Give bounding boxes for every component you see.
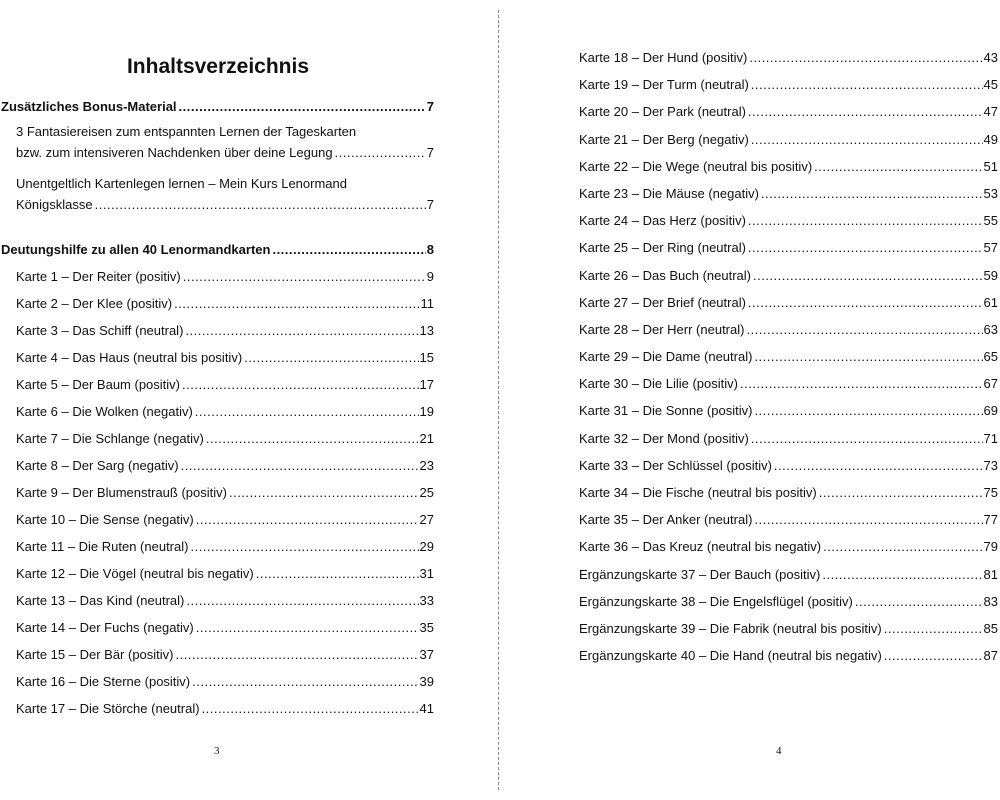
dot-leader bbox=[749, 49, 982, 66]
toc-page-number: 79 bbox=[983, 539, 998, 555]
dot-leader bbox=[186, 592, 418, 609]
toc-entry-karte-33[interactable] bbox=[579, 457, 998, 474]
dot-leader bbox=[754, 348, 982, 365]
dot-leader bbox=[190, 538, 418, 555]
toc-page-number: 87 bbox=[983, 648, 998, 664]
dot-leader bbox=[822, 566, 982, 583]
toc-entry-karte-15[interactable] bbox=[1, 646, 434, 663]
toc-entry-text: Karte 17 – Die Störche (neutral) bbox=[16, 701, 200, 716]
toc-heading-deutungshilfe[interactable] bbox=[1, 241, 434, 258]
toc-entry-karte-17[interactable] bbox=[1, 700, 434, 717]
toc-entry-karte-31[interactable] bbox=[579, 402, 998, 419]
toc-entry-text: Karte 21 – Der Berg (negativ) bbox=[579, 131, 749, 147]
toc-entry-karte-12[interactable] bbox=[1, 565, 434, 582]
toc-list-right bbox=[579, 49, 998, 674]
dot-leader bbox=[195, 403, 419, 420]
toc-page-number: 35 bbox=[419, 620, 434, 635]
dot-leader bbox=[751, 430, 983, 447]
toc-entry-text: Karte 24 – Das Herz (positiv) bbox=[579, 213, 746, 229]
toc-entry-text: Karte 26 – Das Buch (neutral) bbox=[579, 267, 751, 283]
toc-entry-text: Karte 27 – Der Brief (neutral) bbox=[579, 294, 746, 310]
toc-entry-text: Karte 16 – Die Sterne (positiv) bbox=[16, 674, 191, 689]
dot-leader bbox=[202, 700, 419, 717]
toc-entry-text: Karte 2 – Der Klee (positiv) bbox=[16, 296, 173, 311]
dot-leader bbox=[196, 619, 419, 636]
toc-page-number: 43 bbox=[983, 50, 998, 65]
dot-leader bbox=[884, 647, 983, 664]
toc-entry-text: Deutungshilfe zu allen 40 Lenormandkarten bbox=[1, 242, 271, 257]
page-divider bbox=[498, 10, 499, 790]
toc-page-number: 25 bbox=[419, 485, 434, 500]
toc-entry-karte-23[interactable] bbox=[579, 185, 998, 202]
toc-entry-karte-14[interactable] bbox=[1, 619, 434, 636]
toc-entry-text: Karte 34 – Die Fische (neutral bis positiv) bbox=[579, 485, 817, 500]
toc-entry-text: Karte 6 – Die Wolken (negativ) bbox=[16, 404, 193, 419]
toc-entry-text: Ergänzungskarte 39 – Die Fabrik (neutral bis positiv) bbox=[579, 620, 882, 636]
toc-entry-karte-10[interactable] bbox=[1, 511, 434, 528]
toc-entry-karte-7[interactable] bbox=[1, 430, 434, 447]
dot-leader bbox=[244, 349, 418, 366]
toc-entry-karte-25[interactable] bbox=[579, 239, 998, 256]
toc-page-number: 51 bbox=[983, 158, 998, 174]
toc-entry-karte-13[interactable] bbox=[1, 592, 434, 609]
toc-entry-text: Karte 28 – Der Herr (neutral) bbox=[579, 321, 745, 337]
toc-entry-karte-26[interactable] bbox=[579, 267, 998, 284]
left-page bbox=[0, 0, 499, 800]
dot-leader bbox=[753, 267, 983, 284]
toc-entry-karte-16[interactable] bbox=[1, 673, 434, 690]
toc-entry-karte-21[interactable] bbox=[579, 131, 998, 148]
toc-page-number: 39 bbox=[419, 674, 434, 689]
toc-entry-text-line1: Unentgeltlich Kartenlegen lernen – Mein Kurs Lenormand bbox=[16, 176, 347, 191]
toc-entry-text: Karte 20 – Der Park (neutral) bbox=[579, 104, 746, 120]
toc-entry-karte-40[interactable] bbox=[579, 647, 998, 664]
toc-page-number: 85 bbox=[983, 620, 998, 636]
page-number-footer: 3 bbox=[214, 745, 220, 757]
toc-entry-text: Karte 30 – Die Lilie (positiv) bbox=[579, 376, 738, 392]
toc-page-number: 55 bbox=[983, 213, 998, 229]
toc-page-number: 31 bbox=[419, 566, 434, 581]
toc-page-number: 23 bbox=[419, 458, 434, 473]
toc-entry-last-line bbox=[16, 142, 434, 163]
toc-entry-text: Karte 9 – Der Blumenstrauß (positiv) bbox=[16, 485, 227, 500]
dot-leader bbox=[748, 239, 983, 256]
dot-leader bbox=[855, 593, 983, 610]
toc-entry-text: Karte 19 – Der Turm (neutral) bbox=[579, 77, 749, 93]
toc-entry-text: Ergänzungskarte 38 – Die Engelsflügel (positiv) bbox=[579, 593, 853, 609]
toc-entry-karte-6[interactable] bbox=[1, 403, 434, 420]
toc-entry-karte-4[interactable] bbox=[1, 349, 434, 366]
toc-entry-karte-38[interactable] bbox=[579, 593, 998, 610]
dot-leader bbox=[229, 484, 419, 501]
toc-entry-karte-39[interactable] bbox=[579, 620, 998, 637]
toc-entry-text: Karte 4 – Das Haus (neutral bis positiv) bbox=[16, 350, 243, 365]
toc-entry-text: Karte 12 – Die Vögel (neutral bis negativ) bbox=[16, 566, 254, 581]
toc-entry-text: Karte 11 – Die Ruten (neutral) bbox=[16, 539, 189, 554]
dot-leader bbox=[814, 158, 982, 175]
toc-page-number: 67 bbox=[983, 376, 998, 392]
toc-entry-text: Karte 3 – Das Schiff (neutral) bbox=[16, 323, 184, 338]
toc-entry-text: Karte 18 – Der Hund (positiv) bbox=[579, 50, 748, 65]
toc-page-number: 21 bbox=[419, 431, 434, 446]
dot-leader bbox=[185, 322, 418, 339]
dot-leader bbox=[740, 375, 983, 392]
toc-page-number: 49 bbox=[983, 131, 998, 147]
toc-entry-karte-29[interactable] bbox=[579, 348, 998, 365]
toc-entry-text: Karte 33 – Der Schlüssel (positiv) bbox=[579, 457, 772, 473]
toc-entry-karte-1[interactable] bbox=[1, 268, 434, 285]
toc-page-number: 71 bbox=[983, 430, 998, 446]
toc-entry-text: Karte 1 – Der Reiter (positiv) bbox=[16, 269, 181, 284]
toc-page-number: 53 bbox=[983, 185, 998, 201]
dot-leader bbox=[183, 268, 426, 285]
dot-leader bbox=[174, 295, 419, 312]
toc-entry-text: Karte 5 – Der Baum (positiv) bbox=[16, 377, 181, 392]
dot-leader bbox=[754, 511, 982, 528]
toc-list-left bbox=[1, 98, 434, 727]
toc-entry-karte-2[interactable] bbox=[1, 295, 434, 312]
right-page bbox=[500, 0, 1000, 800]
toc-page-number: 37 bbox=[419, 647, 434, 662]
toc-page-number: 77 bbox=[983, 512, 998, 528]
toc-entry-text: Karte 32 – Der Mond (positiv) bbox=[579, 430, 749, 446]
toc-entry-karte-34[interactable] bbox=[579, 484, 998, 501]
toc-page-number: 19 bbox=[419, 404, 434, 419]
toc-page-number: 7 bbox=[426, 99, 434, 114]
toc-entry-text: Karte 23 – Die Mäuse (negativ) bbox=[579, 185, 759, 201]
toc-page-number: 47 bbox=[983, 104, 998, 120]
toc-page-number: 9 bbox=[426, 269, 434, 284]
page-title: Inhaltsverzeichnis bbox=[126, 55, 310, 78]
page-number-footer: 4 bbox=[776, 745, 782, 757]
toc-entry-text: Karte 29 – Die Dame (neutral) bbox=[579, 349, 753, 365]
toc-page-number: 59 bbox=[983, 267, 998, 283]
toc-page-number: 73 bbox=[983, 457, 998, 473]
toc-page-number: 83 bbox=[983, 593, 998, 609]
toc-entry-text-line2: Königsklasse bbox=[16, 197, 93, 212]
toc-page-number: 75 bbox=[983, 485, 998, 500]
toc-entry-karte-8[interactable] bbox=[1, 457, 434, 474]
dot-leader bbox=[823, 538, 982, 555]
dot-leader bbox=[179, 98, 426, 115]
toc-page-number: 17 bbox=[419, 377, 434, 392]
toc-entry-karte-24[interactable] bbox=[579, 212, 998, 229]
toc-entry-text: Karte 8 – Der Sarg (negativ) bbox=[16, 458, 179, 473]
toc-page-number: 7 bbox=[426, 197, 434, 212]
dot-leader bbox=[95, 194, 426, 215]
toc-entry-karte-3[interactable] bbox=[1, 322, 434, 339]
toc-entry-kurs[interactable] bbox=[1, 173, 434, 215]
toc-entry-text: Karte 31 – Die Sonne (positiv) bbox=[579, 403, 753, 419]
toc-entry-text-line1: 3 Fantasiereisen zum entspannten Lernen der Tageskarten bbox=[16, 124, 357, 139]
toc-entry-text: Karte 7 – Die Schlange (negativ) bbox=[16, 431, 204, 446]
dot-leader bbox=[751, 76, 983, 93]
dot-leader bbox=[748, 294, 983, 311]
toc-page-number: 13 bbox=[419, 323, 434, 338]
toc-page-number: 29 bbox=[419, 539, 434, 554]
dot-leader bbox=[748, 103, 983, 120]
toc-heading-bonus[interactable] bbox=[1, 98, 434, 115]
dot-leader bbox=[196, 511, 419, 528]
toc-entry-text: Zusätzliches Bonus-Material bbox=[1, 99, 177, 114]
toc-entry-karte-30[interactable] bbox=[579, 375, 998, 392]
toc-entry-karte-27[interactable] bbox=[579, 294, 998, 311]
dot-leader bbox=[206, 430, 419, 447]
toc-entry-text: Karte 10 – Die Sense (negativ) bbox=[16, 512, 194, 527]
toc-page-number: 8 bbox=[426, 242, 434, 257]
toc-entry-karte-35[interactable] bbox=[579, 511, 998, 528]
toc-entry-karte-18[interactable] bbox=[579, 49, 998, 66]
toc-entry-fantasiereisen[interactable] bbox=[1, 121, 434, 163]
toc-page-number: 61 bbox=[983, 294, 998, 310]
toc-entry-karte-37[interactable] bbox=[579, 566, 998, 583]
toc-page-number: 63 bbox=[983, 321, 998, 337]
toc-page-number: 27 bbox=[419, 512, 434, 527]
dot-leader bbox=[272, 241, 425, 258]
toc-entry-text: Karte 14 – Der Fuchs (negativ) bbox=[16, 620, 194, 635]
toc-entry-karte-22[interactable] bbox=[579, 158, 998, 175]
toc-page-number: 41 bbox=[419, 701, 434, 716]
toc-entry-karte-36[interactable] bbox=[579, 538, 998, 555]
toc-entry-karte-32[interactable] bbox=[579, 430, 998, 447]
toc-entry-text: Ergänzungskarte 37 – Der Bauch (positiv) bbox=[579, 566, 821, 582]
toc-entry-text: Karte 36 – Das Kreuz (neutral bis negativ) bbox=[579, 539, 822, 555]
dot-leader bbox=[335, 142, 426, 163]
dot-leader bbox=[754, 402, 982, 419]
toc-entry-text-line2: bzw. zum intensiveren Nachdenken über deine Legung bbox=[16, 145, 333, 160]
dot-leader bbox=[761, 185, 983, 202]
toc-page-number: 33 bbox=[419, 593, 434, 608]
toc-page-number: 11 bbox=[420, 296, 434, 311]
toc-entry-text: Karte 15 – Der Bär (positiv) bbox=[16, 647, 174, 662]
toc-page-number: 45 bbox=[983, 77, 998, 93]
dot-leader bbox=[884, 620, 983, 637]
dot-leader bbox=[182, 376, 419, 393]
dot-leader bbox=[176, 646, 419, 663]
toc-page-number: 69 bbox=[983, 403, 998, 419]
toc-entry-last-line bbox=[16, 194, 434, 215]
toc-entry-text: Karte 25 – Der Ring (neutral) bbox=[579, 240, 746, 256]
toc-entry-karte-11[interactable] bbox=[1, 538, 434, 555]
toc-entry-karte-20[interactable] bbox=[579, 103, 998, 120]
dot-leader bbox=[748, 212, 983, 229]
toc-entry-karte-28[interactable] bbox=[579, 321, 998, 338]
dot-leader bbox=[751, 131, 983, 148]
dot-leader bbox=[746, 321, 982, 338]
dot-leader bbox=[181, 457, 419, 474]
toc-page-number: 57 bbox=[983, 240, 998, 256]
toc-entry-karte-19[interactable] bbox=[579, 76, 998, 93]
toc-entry-text: Karte 35 – Der Anker (neutral) bbox=[579, 512, 753, 528]
toc-page-number: 15 bbox=[419, 350, 434, 365]
toc-entry-text: Karte 13 – Das Kind (neutral) bbox=[16, 593, 185, 608]
toc-page-number: 81 bbox=[983, 566, 998, 582]
dot-leader bbox=[819, 484, 983, 501]
toc-entry-karte-5[interactable] bbox=[1, 376, 434, 393]
toc-page-number: 65 bbox=[983, 349, 998, 365]
dot-leader bbox=[192, 673, 418, 690]
toc-entry-text: Ergänzungskarte 40 – Die Hand (neutral bis negativ) bbox=[579, 648, 882, 664]
toc-entry-karte-9[interactable] bbox=[1, 484, 434, 501]
toc-entry-text: Karte 22 – Die Wege (neutral bis positiv) bbox=[579, 158, 813, 174]
toc-page-number: 7 bbox=[426, 145, 434, 160]
dot-leader bbox=[774, 457, 983, 474]
dot-leader bbox=[256, 565, 419, 582]
